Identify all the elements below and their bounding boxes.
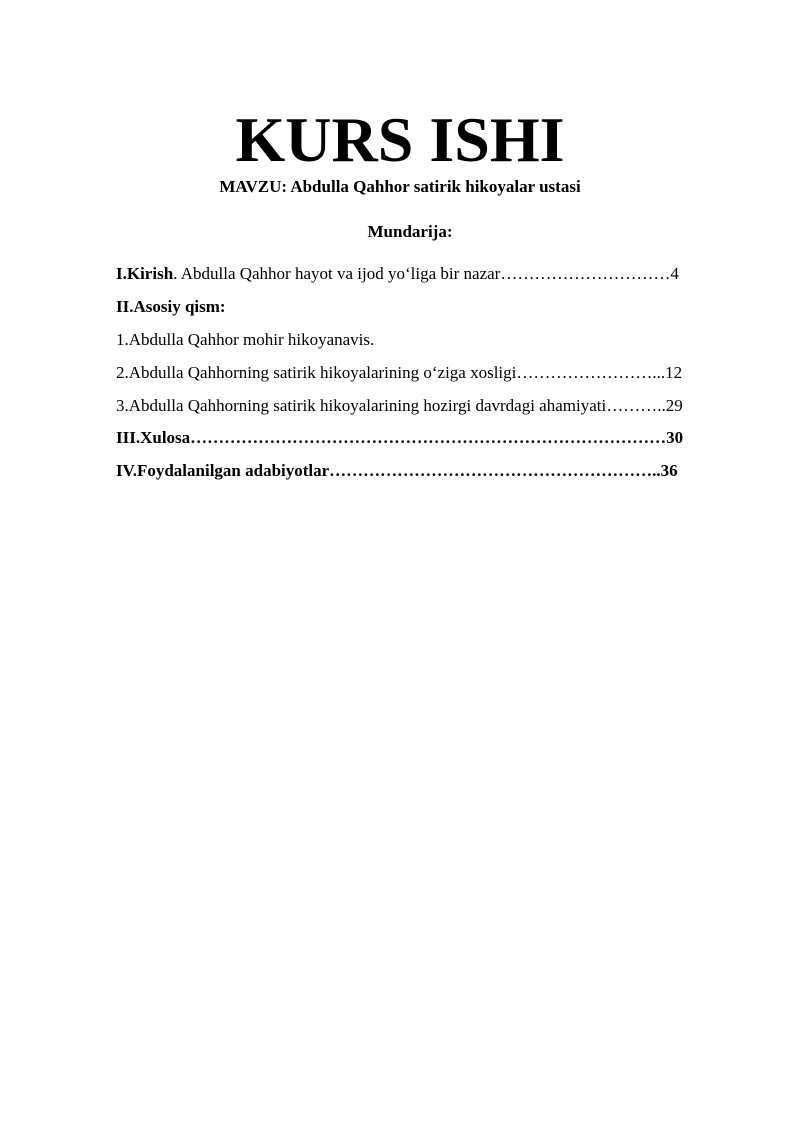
toc-entry-label: I.Kirish <box>116 264 174 283</box>
toc-entry-text: 1.Abdulla Qahhor mohir hikoyanavis. <box>116 330 375 349</box>
toc-entry-adabiyotlar <box>116 460 678 482</box>
toc-entry-text: 2.Abdulla Qahhorning satirik hikoyalarining o‘ziga xosligi……………………...12 <box>116 363 683 382</box>
toc-entry-kirish <box>116 263 679 285</box>
document-title: KURS ISHI <box>235 104 565 175</box>
toc-entry-text: 3.Abdulla Qahhorning satirik hikoyalarining hozirgi davrdagi ahamiyati………..29 <box>116 396 683 415</box>
toc-entry-label: IV.Foydalanilgan adabiyotlar…………………………………………………..36 <box>116 461 678 480</box>
toc-entry-2 <box>116 362 682 384</box>
toc-heading: Mundarija: <box>367 222 453 241</box>
toc-entry-3 <box>116 395 683 417</box>
toc-entry-label: III.Xulosa…………………………………………………………………………30 <box>116 428 684 447</box>
toc-entry-xulosa <box>116 427 683 449</box>
document-subtitle: MAVZU: Abdulla Qahhor satirik hikoyalar ustasi <box>219 177 581 196</box>
toc-entry-1 <box>116 329 374 351</box>
toc-entry-text: . Abdulla Qahhor hayot va ijod yo‘liga bir nazar…………………………4 <box>173 264 679 283</box>
toc-entry-label: II.Asosiy qism: <box>116 297 226 316</box>
toc-entry-asosiy-qism <box>116 296 226 318</box>
